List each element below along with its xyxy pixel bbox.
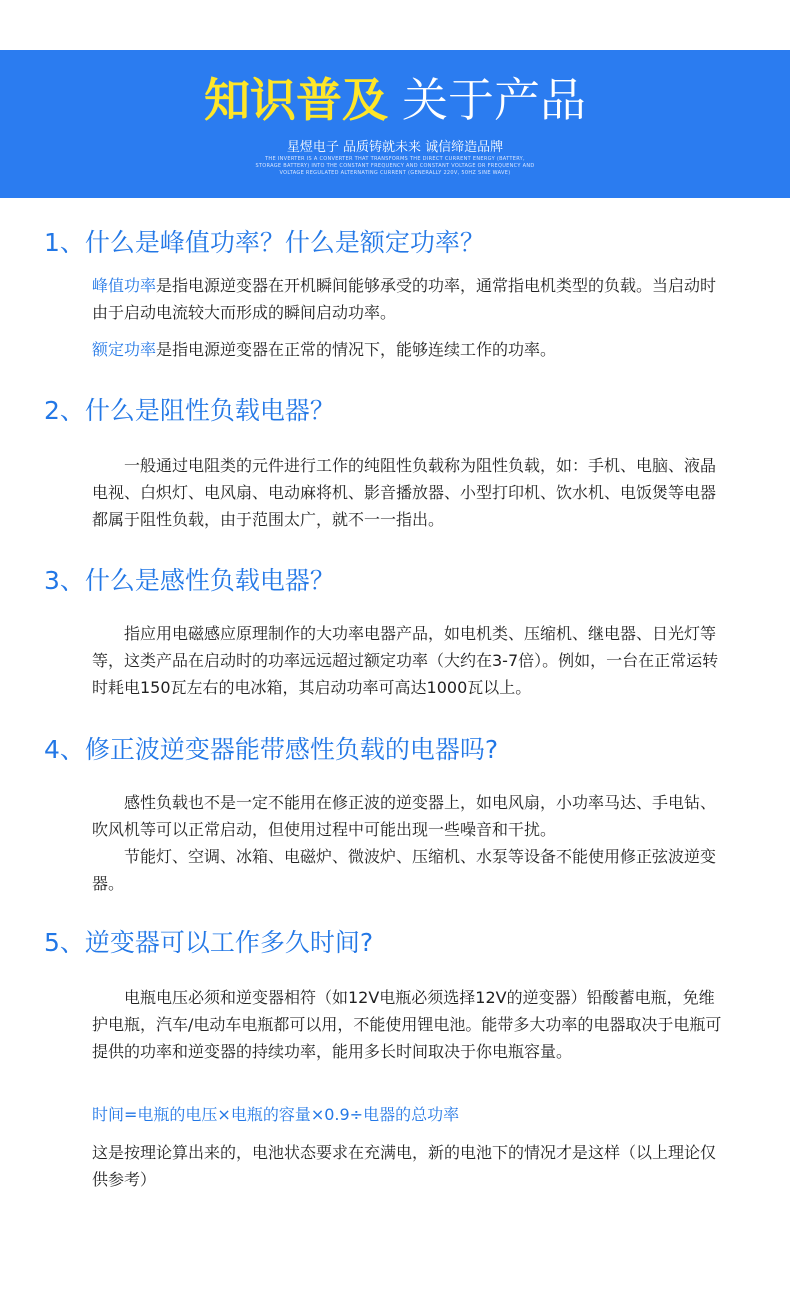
banner-tiny-text: THE INVERTER IS A CONVERTER THAT TRANSFORMS THE DIRECT CURRENT ENERGY (BATTERY, STORAGE BATTERY) INTO THE CONSTANT FREQUENCY AND CONSTANT VOLTAGE OR FREQUENCY AND VOLTAGE REGULATED ALTERNATING CURRENT (GENERALLY 220V, 50HZ SINE WAVE) xyxy=(255,156,535,176)
section-1-paragraph-1 xyxy=(92,272,728,326)
section-5-heading: 5、逆变器可以工作多久时间? xyxy=(44,928,374,957)
section-5-paragraph-1: 电瓶电压必须和逆变器相符（如12V电瓶必须选择12V的逆变器）铅酸蓄电瓶，免维护电瓶，汽车/电动车电瓶都可以用，不能使用锂电池。能带多大功率的电器取决于电瓶可提供的功率和逆变器的持续功率，能用多长时间取决于你电瓶容量。 xyxy=(92,988,722,1061)
banner-title-bold: 知识普及 xyxy=(204,73,388,127)
rated-power-text: 是指电源逆变器在正常的情况下，能够连续工作的功率。 xyxy=(156,340,557,359)
runtime-formula: 时间=电瓶的电压×电瓶的容量×0.9÷电器的总功率 xyxy=(92,1105,460,1124)
section-4-heading: 4、修正波逆变器能带感性负载的电器吗? xyxy=(44,735,499,764)
section-1-heading: 1、什么是峰值功率？什么是额定功率？ xyxy=(44,228,485,257)
section-5-paragraph-2: 这是按理论算出来的，电池状态要求在充满电，新的电池下的情况才是这样（以上理论仅供参考） xyxy=(92,1143,717,1189)
banner-subtitle: 星煜电子 品质铸就未来 诚信缔造品牌 xyxy=(286,140,504,155)
peak-power-text: 是指电源逆变器在开机瞬间能够承受的功率，通常指电机类型的负载。当启动时由于启动电流较大而形成的瞬间启动功率。 xyxy=(92,276,717,322)
section-4-paragraph-1: 感性负载也不是一定不能用在修正波的逆变器上，如电风扇，小功率马达、手电钻、吹风机等可以正常启动，但使用过程中可能出现一些噪音和干扰。 xyxy=(92,793,717,839)
banner-title xyxy=(0,72,790,128)
section-2-paragraph: 一般通过电阻类的元件进行工作的纯阻性负载称为阻性负载，如：手机、电脑、液晶电视、白炽灯、电风扇、电动麻将机、影音播放器、小型打印机、饮水机、电饭煲等电器都属于阻性负载，由于范围太广，就不一一指出。 xyxy=(92,456,717,529)
header-banner xyxy=(0,50,790,198)
section-2-heading: 2、什么是阻性负载电器？ xyxy=(44,396,335,425)
term-rated-power: 额定功率 xyxy=(92,340,157,359)
section-3-paragraph: 指应用电磁感应原理制作的大功率电器产品，如电机类、压缩机、继电器、日光灯等等，这类产品在启动时的功率远远超过额定功率（大约在3-7倍）。例如，一台在正常运转时耗电150瓦左右的电冰箱，其启动功率可高达1000瓦以上。 xyxy=(92,624,719,697)
banner-title-light: 关于产品 xyxy=(402,73,586,127)
term-peak-power: 峰值功率 xyxy=(92,276,157,295)
section-4-paragraph-2: 节能灯、空调、冰箱、电磁炉、微波炉、压缩机、水泵等设备不能使用修正弦波逆变器。 xyxy=(92,847,717,893)
section-1-paragraph-2 xyxy=(92,336,728,363)
section-3-heading: 3、什么是感性负载电器？ xyxy=(44,566,335,595)
